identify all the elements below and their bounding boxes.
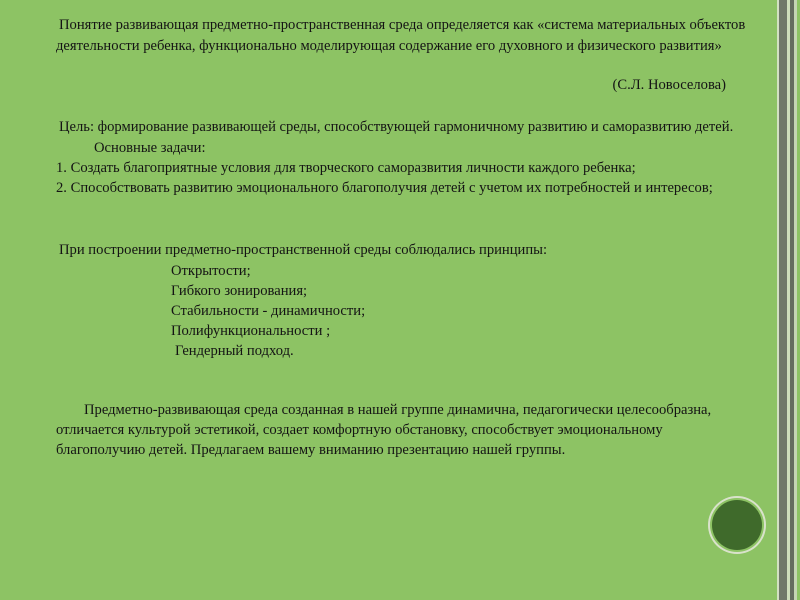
intro-paragraph bbox=[56, 15, 746, 56]
principle-item: Полифункциональности ; bbox=[171, 323, 331, 339]
goal-text: Цель: формирование развивающей среды, способствующей гармоничному развитию и саморазвитию детей. bbox=[59, 119, 734, 135]
intro-text: Понятие развивающая предметно-пространственная среда определяется как «система материальных объектов деятельности ребенка, функционально моделирующая содержание его духовного и физического развития» bbox=[56, 17, 746, 54]
task-item: 1. Создать благоприятные условия для творческого саморазвития личности каждого ребенка; bbox=[56, 160, 636, 176]
principle-item: Стабильности - динамичности; bbox=[171, 303, 366, 319]
task-item: 2. Способствовать развитию эмоционального благополучия детей с учетом их потребностей и интересов; bbox=[56, 180, 713, 196]
principle-item: Гендерный подход. bbox=[175, 343, 294, 359]
tasks-title: Основные задачи: bbox=[94, 140, 206, 156]
decorative-side-stripes bbox=[774, 0, 800, 600]
goal-paragraph bbox=[56, 117, 746, 138]
closing-paragraph: Предметно-развивающая среда созданная в нашей группе динамична, педагогически целесообразна, отличается культурой эстетикой, создает комфортную обстановку, способствует эмоциональному благополучию детей. Предлагаем вашему вниманию презентацию нашей группы. bbox=[56, 402, 712, 458]
author-row bbox=[56, 75, 746, 95]
principles-intro: При построении предметно-пространственной среды соблюдались принципы: bbox=[59, 242, 548, 258]
principles-paragraph bbox=[56, 240, 746, 261]
author-citation: (С.Л. Новоселова) bbox=[612, 77, 726, 93]
decorative-circle bbox=[712, 500, 762, 550]
principle-item: Открытости; bbox=[171, 263, 251, 279]
slide-content bbox=[56, 15, 746, 460]
principle-item: Гибкого зонирования; bbox=[171, 283, 308, 299]
